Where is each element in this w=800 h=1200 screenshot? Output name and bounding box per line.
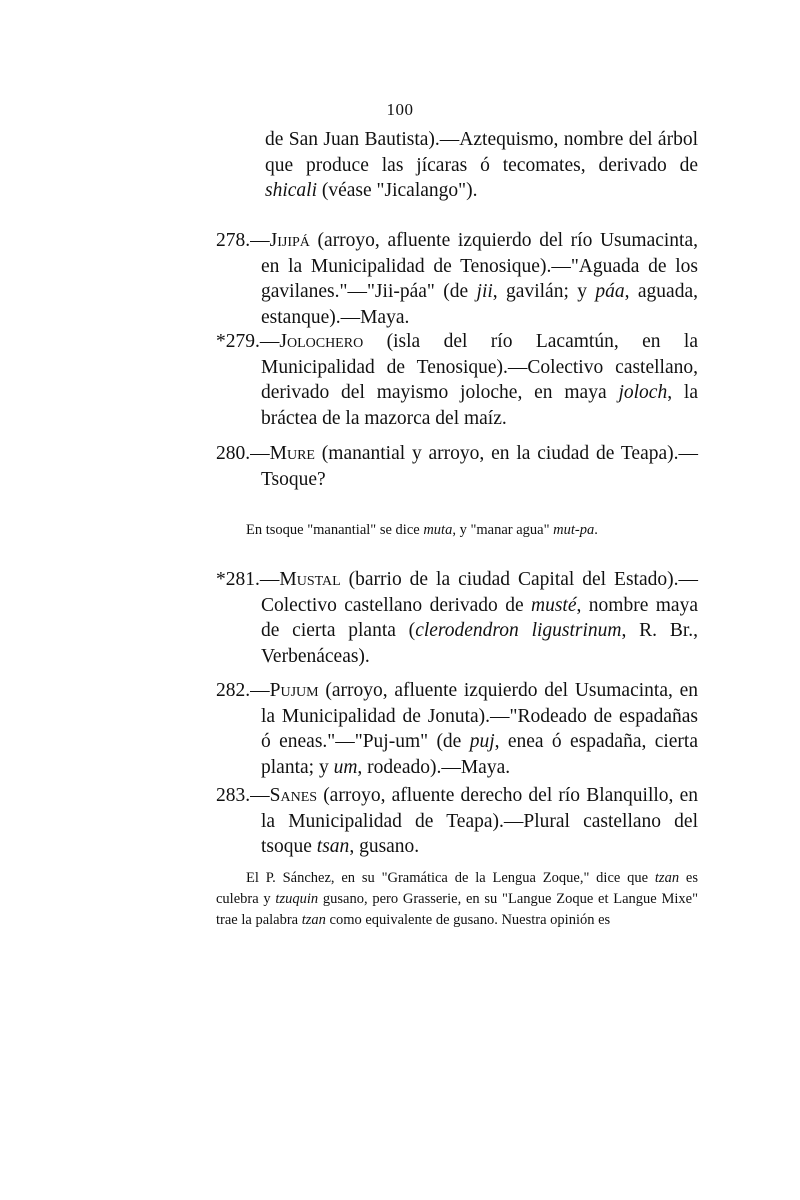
entry-text: [216, 441, 698, 492]
entry-number: *279.—: [216, 331, 280, 352]
entry-text: [216, 329, 698, 431]
text-run: (arroyo, afluente derecho del río Blanquillo, en la Municipalidad de Teapa).—Plural castellano del tsoque: [261, 785, 698, 857]
entry-text: [216, 783, 698, 860]
entry-headword: Pujum: [269, 680, 319, 701]
text-run: .: [594, 522, 598, 538]
text-run: es culebra y: [216, 870, 698, 907]
entry-number: *281.—: [216, 569, 280, 590]
entry-headword: Mustal: [279, 569, 341, 590]
text-run: , la bráctea de la mazorca del maíz.: [261, 382, 699, 429]
entry-headword: Jolochero: [279, 331, 364, 352]
note-text: [216, 520, 698, 541]
italic-term: clerodendron ligustrinum: [415, 620, 622, 641]
entry-text: [216, 127, 698, 204]
italic-term: mut-pa: [553, 522, 595, 538]
entry-text: [216, 678, 698, 780]
entry-number: 280.—: [216, 443, 270, 464]
italic-term: muta: [423, 522, 453, 538]
text-run: En tsoque "manantial" se dice: [246, 522, 424, 538]
italic-term: joloch: [618, 382, 668, 403]
page-number: 100: [386, 100, 414, 119]
entry-continuation: [216, 127, 698, 204]
text-run: (isla del río Lacamtún, en la Municipalidad de Tenosique).—Colectivo castellano, derivado del mayismo joloche, en maya: [261, 331, 698, 403]
italic-term: musté: [531, 594, 577, 616]
note-text: [216, 868, 698, 931]
text-run: , rodeado).—Maya.: [357, 756, 511, 778]
entry-headword: Sanes: [269, 785, 318, 806]
text-run: (véase "Jicalango").: [317, 180, 478, 201]
entry-headword: Mure: [269, 443, 315, 464]
text-run: , y "manar agua": [452, 522, 554, 538]
entry-281: [216, 567, 698, 669]
entry-279: [216, 329, 698, 431]
text-run: como equivalente de gusano. Nuestra opinión es: [325, 912, 611, 928]
text-run: , R. Br., Verbenáceas).: [261, 620, 699, 667]
italic-term: tzan: [654, 870, 680, 886]
italic-term: tzan: [301, 912, 326, 928]
text-run: , aguada, estanque).—Maya.: [261, 281, 698, 328]
text-run: , enea ó espadaña, cierta planta; y: [261, 731, 699, 778]
italic-term: um: [333, 756, 358, 778]
entry-number: 282.—: [216, 680, 270, 701]
italic-term: jii: [476, 281, 493, 302]
footnote-280: [216, 520, 698, 541]
text-run: , gavilán; y: [492, 281, 596, 302]
text-run: gusano, pero Grasserie, en su "Langue Zoque et Langue Mixe" trae la palabra: [216, 891, 698, 928]
entry-text: [216, 228, 698, 330]
text-run: (arroyo, afluente izquierdo del río Usumacinta, en la Municipalidad de Tenosique).—"Aguada de los gavilanes."—"Jii-páa" (de: [261, 230, 698, 302]
italic-term: shicali: [265, 180, 317, 201]
entry-283: [216, 783, 698, 860]
footnote-283: [216, 868, 698, 931]
entry-number: 283.—: [216, 785, 270, 806]
entry-280: [216, 441, 698, 492]
text-run: (arroyo, afluente izquierdo del Usumacinta, en la Municipalidad de Jonuta).—"Rodeado de espadañas ó eneas."—"Puj-um" (de: [261, 680, 698, 752]
text-run: El P. Sánchez, en su "Gramática de la Lengua Zoque," dice que: [246, 870, 655, 886]
text-run: , nombre maya de cierta planta (: [261, 594, 698, 641]
text-run: (manantial y arroyo, en la ciudad de Teapa).—Tsoque?: [261, 443, 698, 490]
text-run: de San Juan Bautista).—Aztequismo, nombre del árbol que produce las jícaras ó tecomates, derivado de: [265, 129, 698, 176]
entry-headword: Jijipá: [269, 230, 310, 251]
entry-282: [216, 678, 698, 780]
italic-term: páa: [595, 281, 625, 302]
italic-term: puj: [469, 731, 495, 752]
text-run: (barrio de la ciudad Capital del Estado).—Colectivo castellano derivado de: [261, 569, 698, 616]
italic-term: tzuquin: [275, 891, 319, 907]
entry-number: 278.—: [216, 230, 270, 251]
entry-text: [216, 567, 698, 669]
entry-278: [216, 228, 698, 330]
text-run: , gusano.: [349, 836, 420, 857]
italic-term: tsan: [316, 836, 350, 857]
